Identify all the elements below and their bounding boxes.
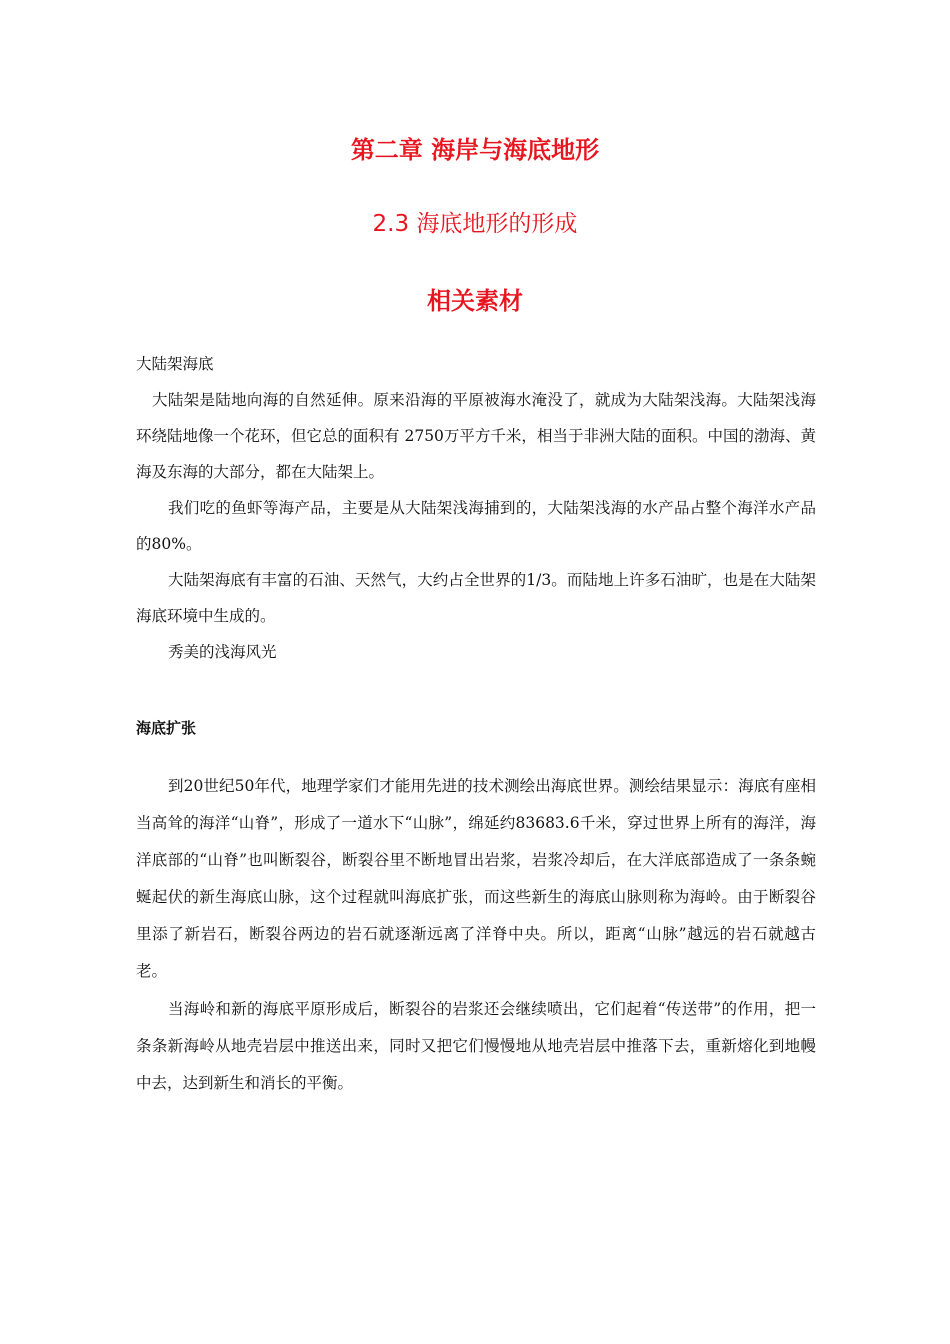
section2-body — [136, 768, 816, 1102]
section1-body — [136, 382, 816, 670]
section1-paragraph-1: 大陆架是陆地向海的自然延伸。原来沿海的平原被海水淹没了，就成为大陆架浅海。大陆架浅海环绕陆地像一个花环，但它总的面积有 2750万平方千米，相当于非洲大陆的面积。中国的渤海、黄海及东海的大部分，都在大陆架上。 — [136, 391, 816, 481]
section2-paragraph-2: 当海岭和新的海底平原形成后，断裂谷的岩浆还会继续喷出，它们起着“传送带”的作用，把一条条新海岭从地壳岩层中推送出来，同时又把它们慢慢地从地壳岩层中推落下去，重新熔化到地幔中去，达到新生和消长的平衡。 — [136, 1000, 816, 1092]
section2-heading: 海底扩张 — [136, 719, 197, 737]
section1-paragraph-2: 我们吃的鱼虾等海产品，主要是从大陆架浅海捕到的，大陆架浅海的水产品占整个海洋水产品的80%。 — [136, 499, 816, 553]
section1-subheading: 秀美的浅海风光 — [168, 643, 277, 661]
section2-paragraph-1: 到20世纪50年代，地理学家们才能用先进的技术测绘出海底世界。测绘结果显示：海底有座相当高耸的海洋“山脊”，形成了一道水下“山脉”，绵延约83683.6千米，穿过世界上所有的海洋，海洋底部的“山脊”也叫断裂谷，断裂谷里不断地冒出岩浆，岩浆冷却后，在大洋底部造成了一条条蜿蜒起伏的新生海底山脉，这个过程就叫海底扩张，而这些新生的海底山脉则称为海岭。由于断裂谷里添了新岩石，断裂谷两边的岩石就逐渐远离了洋脊中央。所以，距离“山脉”越远的岩石就越古老。 — [136, 777, 816, 980]
material-title: 相关素材 — [427, 287, 523, 315]
chapter-title: 第二章 海岸与海底地形 — [350, 136, 600, 164]
section1-heading: 大陆架海底 — [136, 355, 214, 373]
section-title: 2.3 海底地形的形成 — [372, 211, 578, 237]
section1-paragraph-3: 大陆架海底有丰富的石油、天然气，大约占全世界的1/3。而陆地上许多石油旷，也是在大陆架海底环境中生成的。 — [136, 571, 816, 625]
